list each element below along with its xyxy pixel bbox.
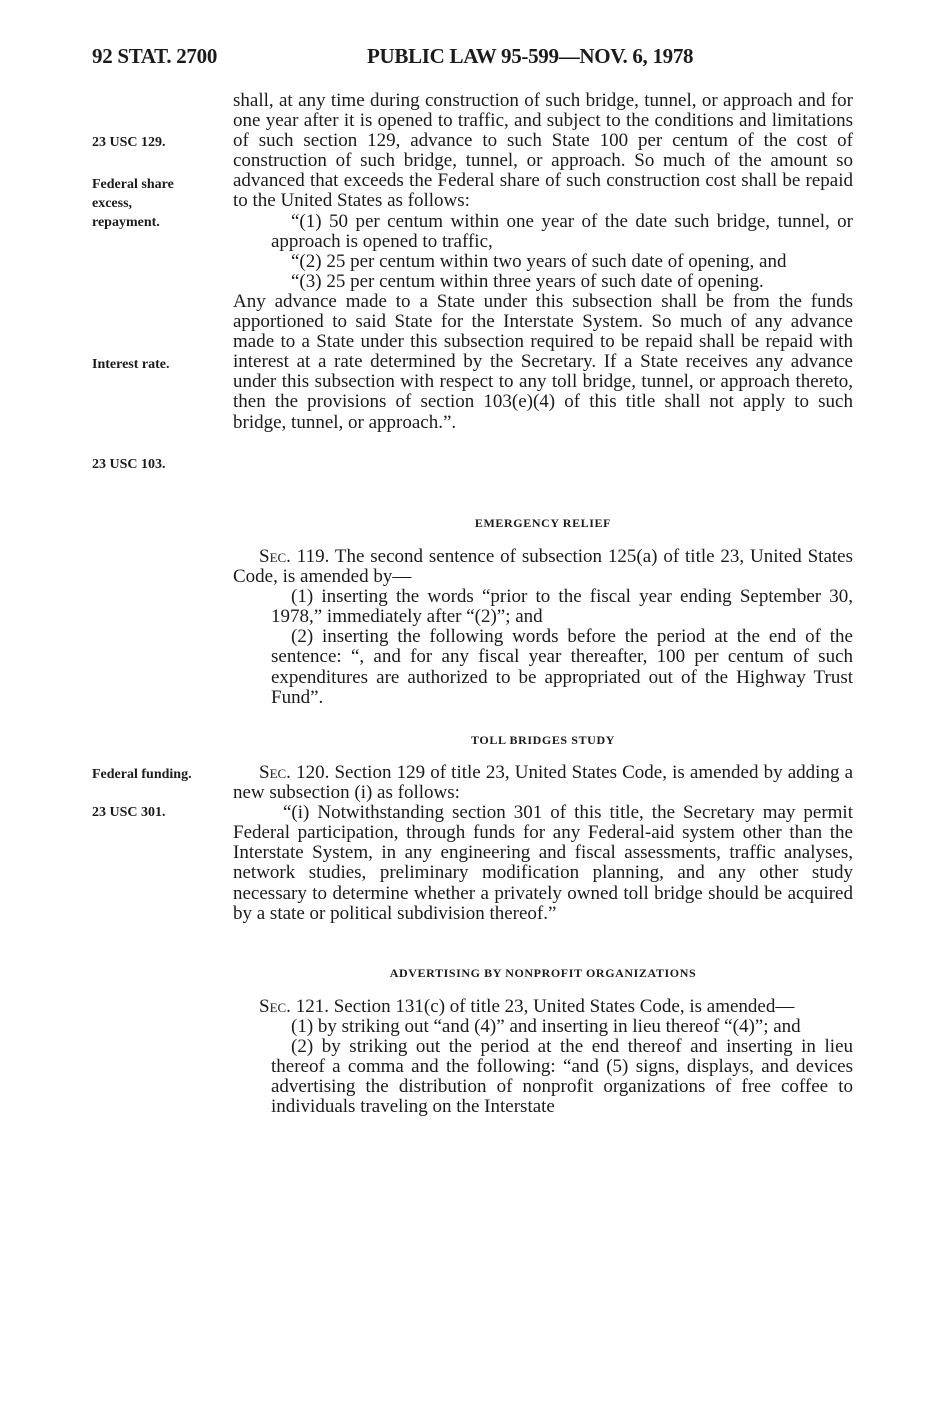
margin-note-usc301: 23 USC 301. [92, 805, 166, 820]
section-120 [233, 763, 853, 924]
section-119 [233, 547, 853, 708]
section-heading-advertising: ADVERTISING BY NONPROFIT ORGANIZATIONS [389, 966, 697, 980]
list-item: (2) by striking out the period at the end thereof and inserting in lieu thereof a comma and the following: “and (5) signs, displays, and devices advertising the distribution of nonprofit organizations of free coffee to individuals traveling on the Interstate [271, 1036, 853, 1118]
section-text: 121. Section 131(c) of title 23, United States Code, is amended— [295, 996, 795, 1017]
list-item: (2) inserting the following words before the period at the end of the sentence: “, and for any fiscal year thereafter, 100 per centum of such expenditures are authorized to be appropriated out of the Highway Trust Fund”. [271, 626, 853, 708]
list-item: (1) inserting the words “prior to the fiscal year ending September 30, 1978,” immediately after “(2)”; and [271, 586, 853, 628]
sec-label: Sec. [259, 762, 291, 783]
list-item: (1) by striking out “and (4)” and inserting in lieu thereof “(4)”; and [291, 1016, 801, 1038]
section-heading-toll: TOLL BRIDGES STUDY [471, 733, 615, 747]
section-paragraph [233, 763, 853, 803]
margin-note-line: excess, [92, 196, 133, 211]
margin-note-line: repayment. [92, 215, 160, 230]
paragraph: Any advance made to a State under this subsection shall be from the funds apportioned to said State for the Interstate System. So much of any advance made to a State under this subsection required to be repaid shall be repaid with interest at a rate determined by the Secretary. If a State receives any advance under this subsection with respect to any toll bridge, tunnel, or approach thereto, then the provisions of section 103(e)(4) of this title shall not apply to such bridge, tunnel, or approach.”. [233, 290, 853, 433]
margin-note-usc103: 23 USC 103. [92, 457, 166, 472]
continuation-block [233, 91, 853, 433]
margin-note-federal-funding: Federal funding. [92, 767, 192, 782]
page-number: 92 STAT. 2700 [92, 44, 218, 68]
sec-label: Sec. [259, 546, 291, 567]
list-item: “(3) 25 per centum within three years of such date of opening. [291, 270, 764, 292]
list-item: “(1) 50 per centum within one year of the date such bridge, tunnel, or approach is opened to traffic, [271, 210, 853, 252]
section-text: 119. The second sentence of subsection 125(a) of title 23, United States Code, is amended by— [233, 546, 853, 588]
section-121 [233, 997, 853, 1118]
section-paragraph [233, 547, 853, 587]
quoted-subsection: “(i) Notwithstanding section 301 of this title, the Secretary may permit Federal participation, through funds for any Federal-aid system other than the Interstate System, in any engineering and fiscal assessments, traffic analyses, network studies, preliminary modification planning, and any other study necessary to determine whether a privately owned toll bridge should be acquired by a state or political subdivision thereof.” [233, 802, 853, 924]
paragraph: shall, at any time during construction of such bridge, tunnel, or approach and for one year after it is opened to traffic, and subject to the conditions and limitations of such section 129, advance to such State 100 per centum of the cost of construction of such bridge, tunnel, or approach. So much of the amount so advanced that exceeds the Federal share of such construction cost shall be repaid to the United States as follows: [233, 90, 853, 212]
section-heading-emergency: EMERGENCY RELIEF [474, 516, 612, 530]
section-paragraph [233, 997, 853, 1017]
list-item: “(2) 25 per centum within two years of such date of opening, and [291, 250, 787, 272]
running-header: PUBLIC LAW 95-599—NOV. 6, 1978 [367, 44, 694, 68]
section-text: 120. Section 129 of title 23, United States Code, is amended by adding a new subsection (i) as follows: [233, 762, 854, 804]
margin-note-interest-rate: Interest rate. [92, 357, 170, 372]
sec-label: Sec. [259, 996, 291, 1017]
margin-note-federal-share [92, 175, 174, 232]
margin-note-line: Federal share [92, 177, 174, 192]
margin-note-usc129: 23 USC 129. [92, 135, 166, 150]
